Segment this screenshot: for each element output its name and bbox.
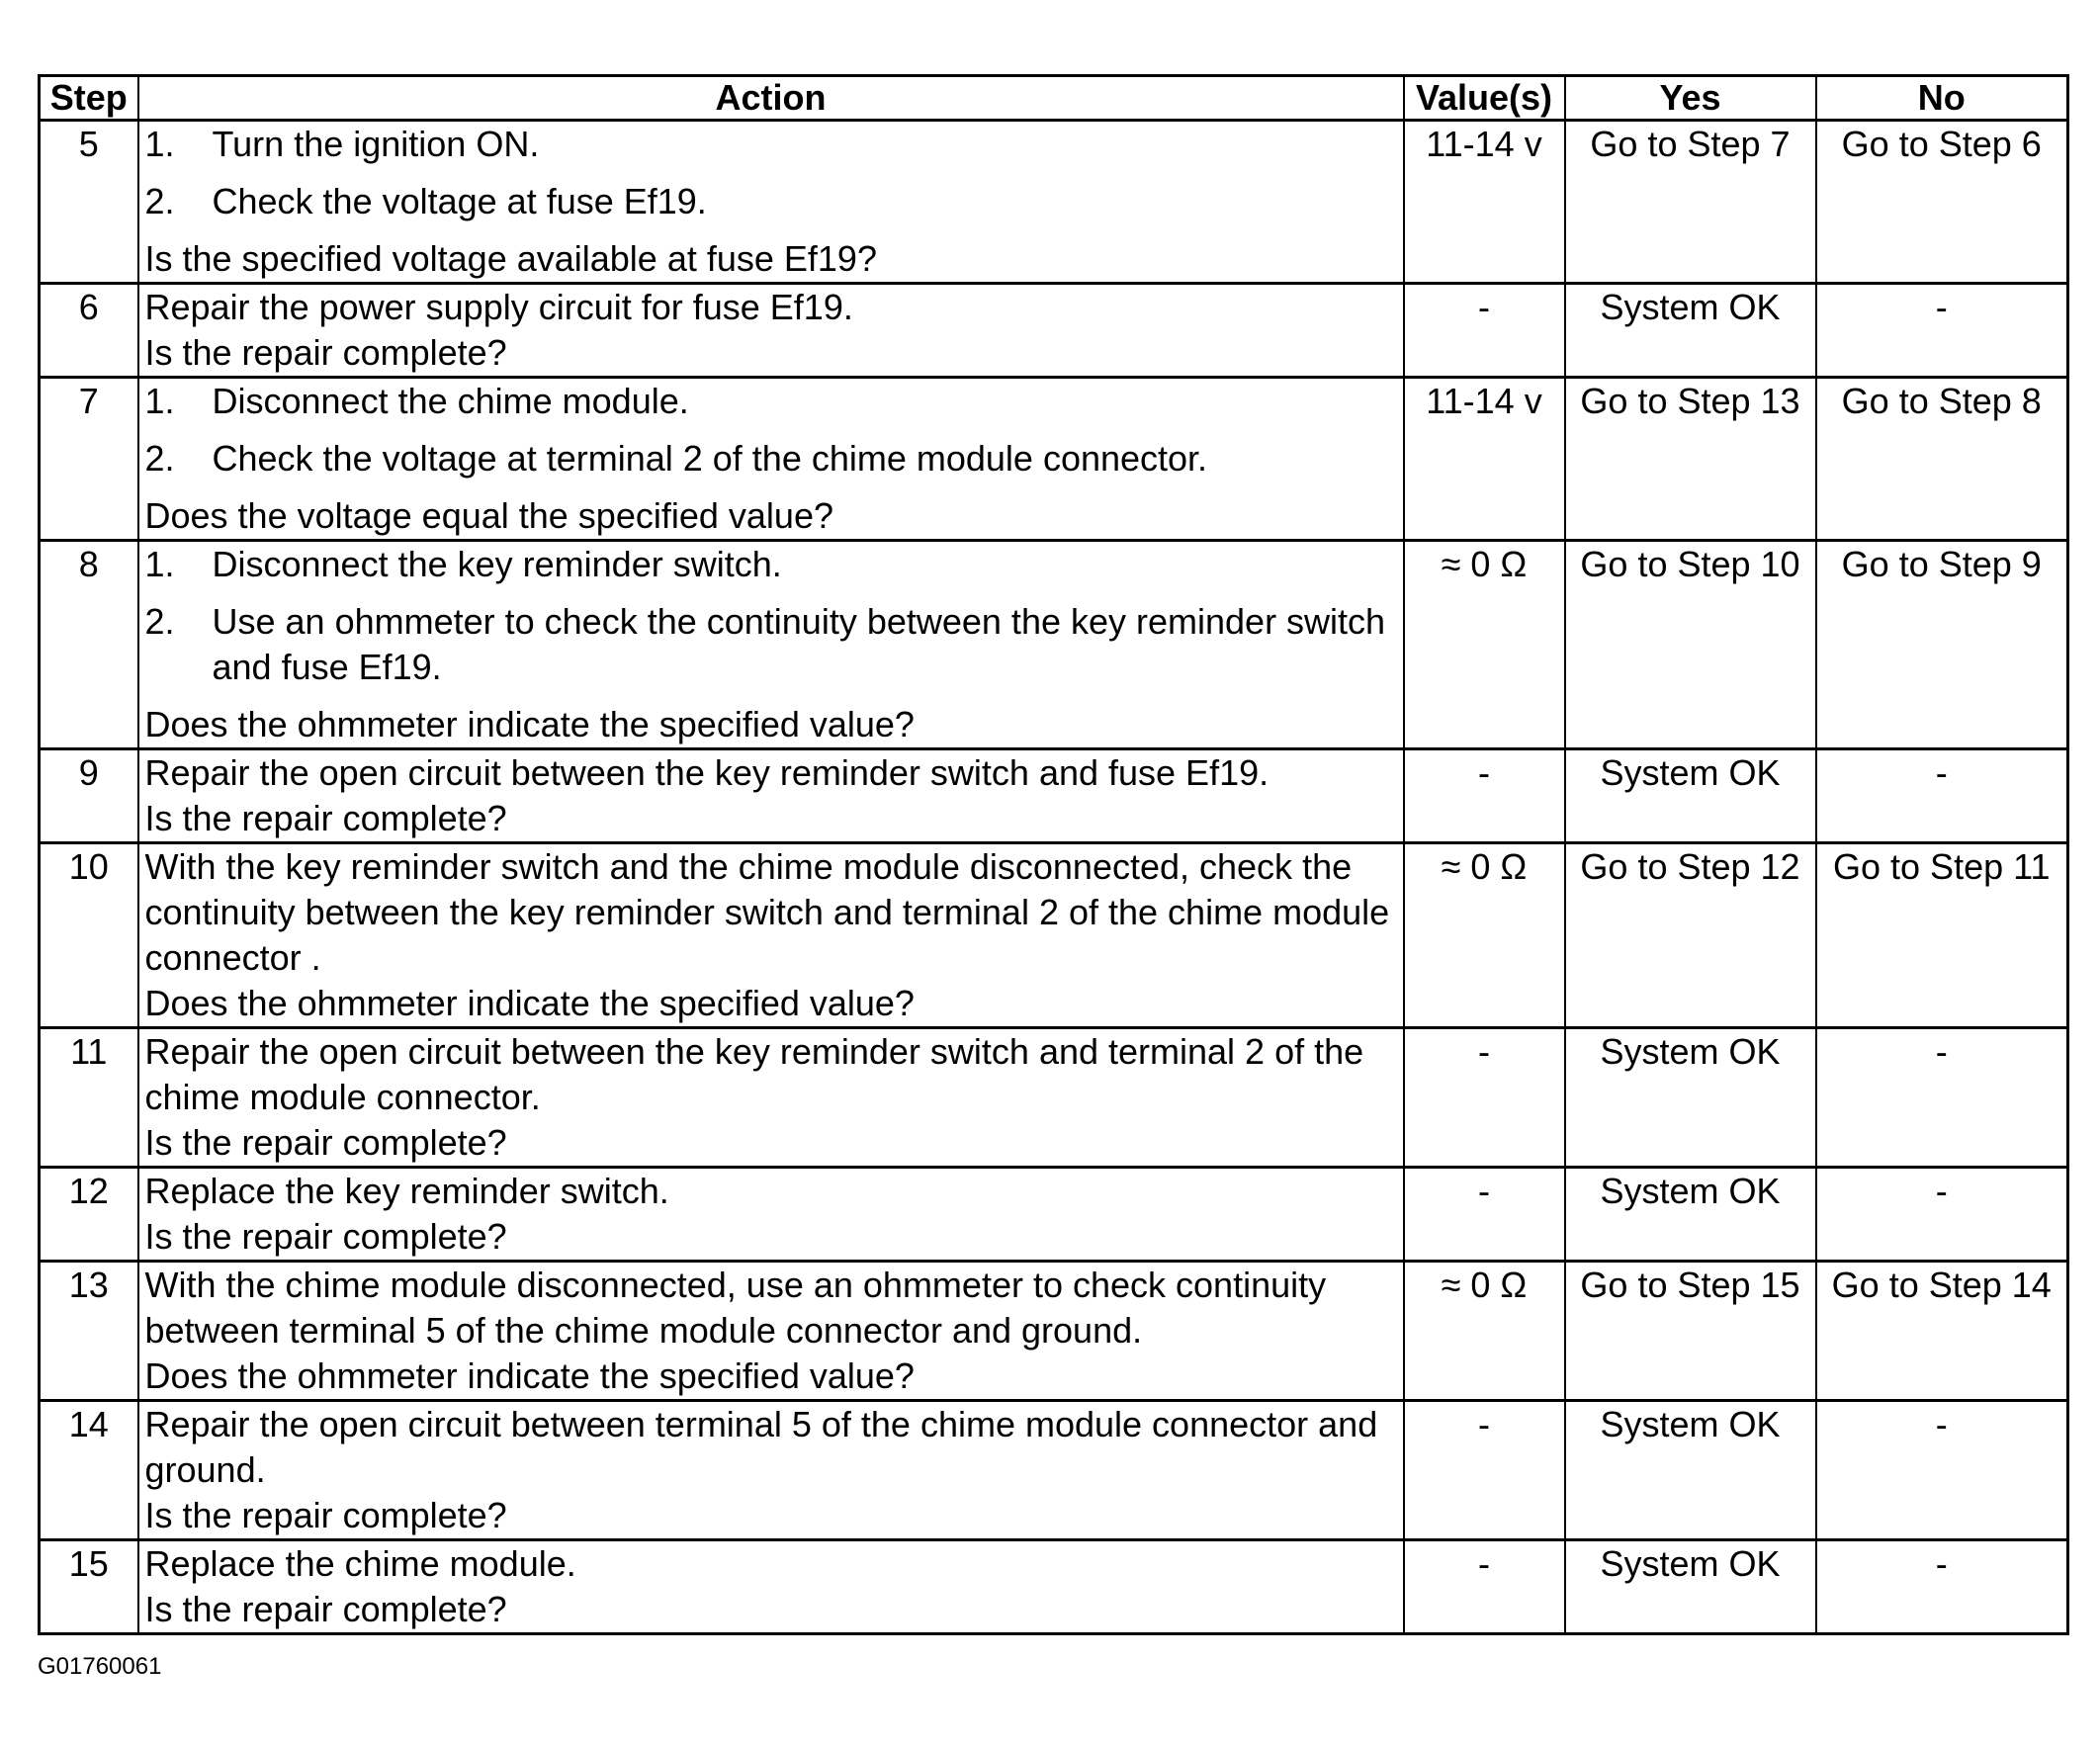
action-text-line: Is the repair complete? [144, 1122, 507, 1163]
step-number: 10 [40, 843, 138, 1028]
no-cell: - [1816, 1168, 2068, 1262]
action-text-line: Repair the power supply circuit for fuse Ef19. [144, 287, 853, 327]
action-item-number: 1. [144, 124, 175, 164]
action-item-text: Turn the ignition ON. [212, 124, 540, 164]
action-cell [138, 284, 1404, 378]
table-row [40, 1401, 2068, 1540]
action-text-line: Does the ohmmeter indicate the specified value? [144, 1355, 915, 1396]
value-cell: - [1404, 749, 1565, 843]
step-number: 15 [40, 1540, 138, 1634]
yes-cell: Go to Step 7 [1565, 121, 1816, 284]
table-row [40, 284, 2068, 378]
table-row [40, 749, 2068, 843]
action-cell [138, 378, 1404, 541]
value-cell: - [1404, 1540, 1565, 1634]
action-list-item [145, 379, 1397, 424]
no-cell: Go to Step 11 [1816, 843, 2068, 1028]
step-number: 13 [40, 1262, 138, 1401]
no-cell: - [1816, 749, 2068, 843]
yes-cell: Go to Step 10 [1565, 541, 1816, 749]
action-item-number: 2. [144, 601, 175, 642]
diagnostic-table [38, 74, 2069, 1635]
action-list-item [145, 542, 1397, 587]
step-number: 5 [40, 121, 138, 284]
action-cell [138, 1401, 1404, 1540]
value-cell: ≈ 0 Ω [1404, 1262, 1565, 1401]
action-cell [138, 749, 1404, 843]
action-text-line: Is the repair complete? [144, 332, 507, 373]
no-cell: - [1816, 1401, 2068, 1540]
action-cell [138, 1028, 1404, 1168]
action-item-number: 2. [144, 438, 175, 479]
action-text-line: Is the repair complete? [144, 1216, 507, 1257]
action-cell [138, 121, 1404, 284]
no-cell: Go to Step 9 [1816, 541, 2068, 749]
step-number: 8 [40, 541, 138, 749]
action-text-line: Repair the open circuit between the key reminder switch and fuse Ef19. [144, 752, 1269, 793]
table-row [40, 1262, 2068, 1401]
yes-cell: System OK [1565, 284, 1816, 378]
table-row [40, 541, 2068, 749]
action-text-line: With the chime module disconnected, use an ohmmeter to check continuity between terminal 5 of the chime module connector and ground. [144, 1265, 1327, 1351]
value-cell: 11-14 v [1404, 121, 1565, 284]
yes-cell: System OK [1565, 1401, 1816, 1540]
step-number: 7 [40, 378, 138, 541]
table-row [40, 378, 2068, 541]
action-item-text: Check the voltage at terminal 2 of the chime module connector. [212, 438, 1208, 479]
action-cell [138, 1540, 1404, 1634]
action-text-line: Replace the chime module. [144, 1543, 576, 1584]
action-item-text: Disconnect the key reminder switch. [212, 544, 782, 584]
table-row [40, 1168, 2068, 1262]
table-row [40, 843, 2068, 1028]
step-number: 11 [40, 1028, 138, 1168]
header-values: Value(s) [1404, 76, 1565, 121]
action-cell [138, 1262, 1404, 1401]
header-step: Step [40, 76, 138, 121]
action-text-line: Repair the open circuit between the key reminder switch and terminal 2 of the chime module connector. [144, 1031, 1364, 1117]
yes-cell: Go to Step 13 [1565, 378, 1816, 541]
action-text-line: Is the repair complete? [144, 1589, 507, 1629]
action-item-text: Check the voltage at fuse Ef19. [212, 181, 707, 221]
action-text-line: Is the specified voltage available at fuse Ef19? [144, 238, 877, 279]
action-list-item [145, 179, 1397, 224]
no-cell: - [1816, 1540, 2068, 1634]
action-text-line: With the key reminder switch and the chime module disconnected, check the continuity between the key reminder switch and terminal 2 of the chime module connector . [144, 846, 1390, 978]
action-cell [138, 843, 1404, 1028]
action-text-line: Is the repair complete? [144, 1495, 507, 1535]
step-number: 14 [40, 1401, 138, 1540]
value-cell: - [1404, 284, 1565, 378]
value-cell: - [1404, 1168, 1565, 1262]
step-number: 6 [40, 284, 138, 378]
action-text-line: Does the ohmmeter indicate the specified value? [144, 983, 915, 1023]
action-item-number: 2. [144, 181, 175, 221]
action-text-line: Repair the open circuit between terminal 5 of the chime module connector and ground. [144, 1404, 1378, 1490]
header-action: Action [138, 76, 1404, 121]
action-text-line: Does the voltage equal the specified value? [144, 495, 833, 536]
action-item-number: 1. [144, 544, 175, 584]
action-item-number: 1. [144, 381, 175, 421]
action-cell [138, 541, 1404, 749]
action-list-item [145, 599, 1397, 690]
value-cell: ≈ 0 Ω [1404, 541, 1565, 749]
value-cell: ≈ 0 Ω [1404, 843, 1565, 1028]
step-number: 12 [40, 1168, 138, 1262]
yes-cell: System OK [1565, 1168, 1816, 1262]
table-row [40, 121, 2068, 284]
action-list-item [145, 436, 1397, 481]
no-cell: - [1816, 284, 2068, 378]
value-cell: - [1404, 1401, 1565, 1540]
table-row [40, 1540, 2068, 1634]
action-item-text: Use an ohmmeter to check the continuity between the key reminder switch and fuse Ef19. [212, 601, 1386, 687]
table-body [40, 121, 2068, 1634]
yes-cell: System OK [1565, 1028, 1816, 1168]
yes-cell: Go to Step 15 [1565, 1262, 1816, 1401]
no-cell: Go to Step 14 [1816, 1262, 2068, 1401]
yes-cell: Go to Step 12 [1565, 843, 1816, 1028]
table-row [40, 1028, 2068, 1168]
step-number: 9 [40, 749, 138, 843]
action-item-text: Disconnect the chime module. [212, 381, 689, 421]
figure-id: G01760061 [38, 1653, 162, 1680]
value-cell: - [1404, 1028, 1565, 1168]
action-text-line: Does the ohmmeter indicate the specified value? [144, 704, 915, 744]
action-cell [138, 1168, 1404, 1262]
action-list-item [145, 122, 1397, 167]
no-cell: Go to Step 6 [1816, 121, 2068, 284]
header-no: No [1816, 76, 2068, 121]
action-text-line: Is the repair complete? [144, 798, 507, 838]
header-yes: Yes [1565, 76, 1816, 121]
yes-cell: System OK [1565, 1540, 1816, 1634]
yes-cell: System OK [1565, 749, 1816, 843]
value-cell: 11-14 v [1404, 378, 1565, 541]
no-cell: - [1816, 1028, 2068, 1168]
action-text-line: Replace the key reminder switch. [144, 1171, 669, 1211]
no-cell: Go to Step 8 [1816, 378, 2068, 541]
table-header-row [40, 76, 2068, 121]
